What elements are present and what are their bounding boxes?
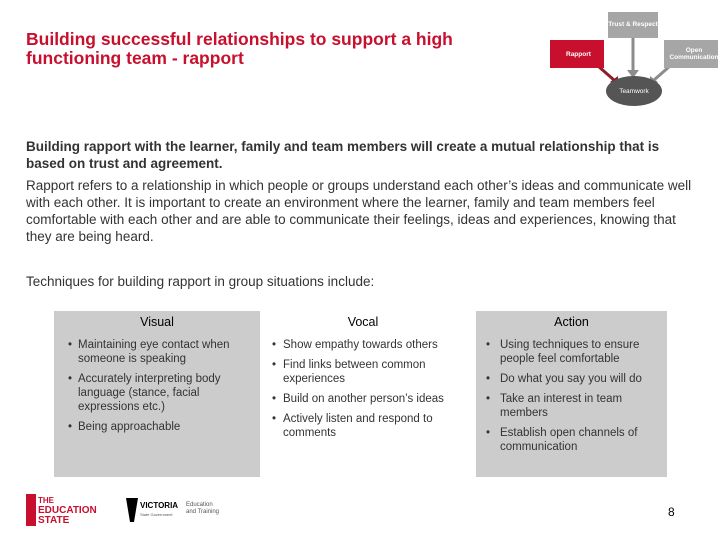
list-item: • Accurately interpreting body language (stance, facial expressions etc.) — [54, 372, 260, 414]
slide-title: Building successful relationships to support a high functioning team - rapport — [26, 29, 453, 68]
footer-logos — [26, 494, 226, 528]
list-item: • Actively listen and respond to comments — [260, 412, 466, 440]
list-item: • Take an interest in team members — [476, 392, 667, 420]
department-line: Education — [186, 502, 213, 508]
list-item: • Find links between common experiences — [260, 358, 466, 386]
visual-heading: Visual — [140, 315, 174, 329]
lead-statement: Building rapport with the learner, family and team members will create a mutual relationship that is based on trust and agreement. — [26, 139, 660, 171]
list-item: • Build on another person’s ideas — [260, 392, 466, 406]
list-item: • Maintaining eye contact when someone is speaking — [54, 338, 260, 366]
department-line: and Training — [186, 509, 220, 515]
vocal-column — [260, 311, 466, 477]
page-number: 8 — [668, 505, 675, 519]
trust-respect-box: Trust & Respect — [608, 12, 658, 38]
svg-text:State Government: State Government — [140, 512, 173, 517]
department-label — [186, 502, 219, 516]
rapport-definition: Rapport refers to a relationship in which people or groups understand each other’s ideas and communicate well with each other. It is important to create an environment where the learner, family and team members feel comfortable with each other and are able to communicate their feelings, ideas and experiences, knowing that they are being heard. — [26, 178, 692, 244]
teamwork-circle: Teamwork — [606, 76, 662, 106]
list-item: • Using techniques to ensure people feel comfortable — [476, 338, 667, 366]
victoria-state-government-logo — [124, 496, 180, 524]
visual-list — [54, 338, 260, 434]
action-column — [476, 311, 667, 477]
education-state-logo — [26, 494, 110, 526]
svg-text:STATE: STATE — [38, 515, 70, 526]
list-item: • Being approachable — [54, 420, 260, 434]
techniques-intro: Techniques for building rapport in group situations include: — [26, 274, 375, 289]
open-communication-box: Open Communication — [664, 40, 718, 68]
rapport-diagram — [548, 0, 720, 110]
svg-text:THE: THE — [38, 496, 54, 505]
action-heading: Action — [554, 315, 589, 329]
list-item: • Establish open channels of communication — [476, 426, 667, 454]
svg-text:VICTORIA: VICTORIA — [140, 501, 179, 510]
rapport-box: Rapport — [550, 40, 604, 68]
visual-column — [54, 311, 260, 477]
vocal-list — [260, 338, 466, 440]
list-item: • Show empathy towards others — [260, 338, 466, 352]
svg-text:EDUCATION: EDUCATION — [38, 505, 97, 516]
list-item: • Do what you say you will do — [476, 372, 667, 386]
action-list — [476, 338, 667, 454]
vocal-heading: Vocal — [347, 315, 379, 329]
